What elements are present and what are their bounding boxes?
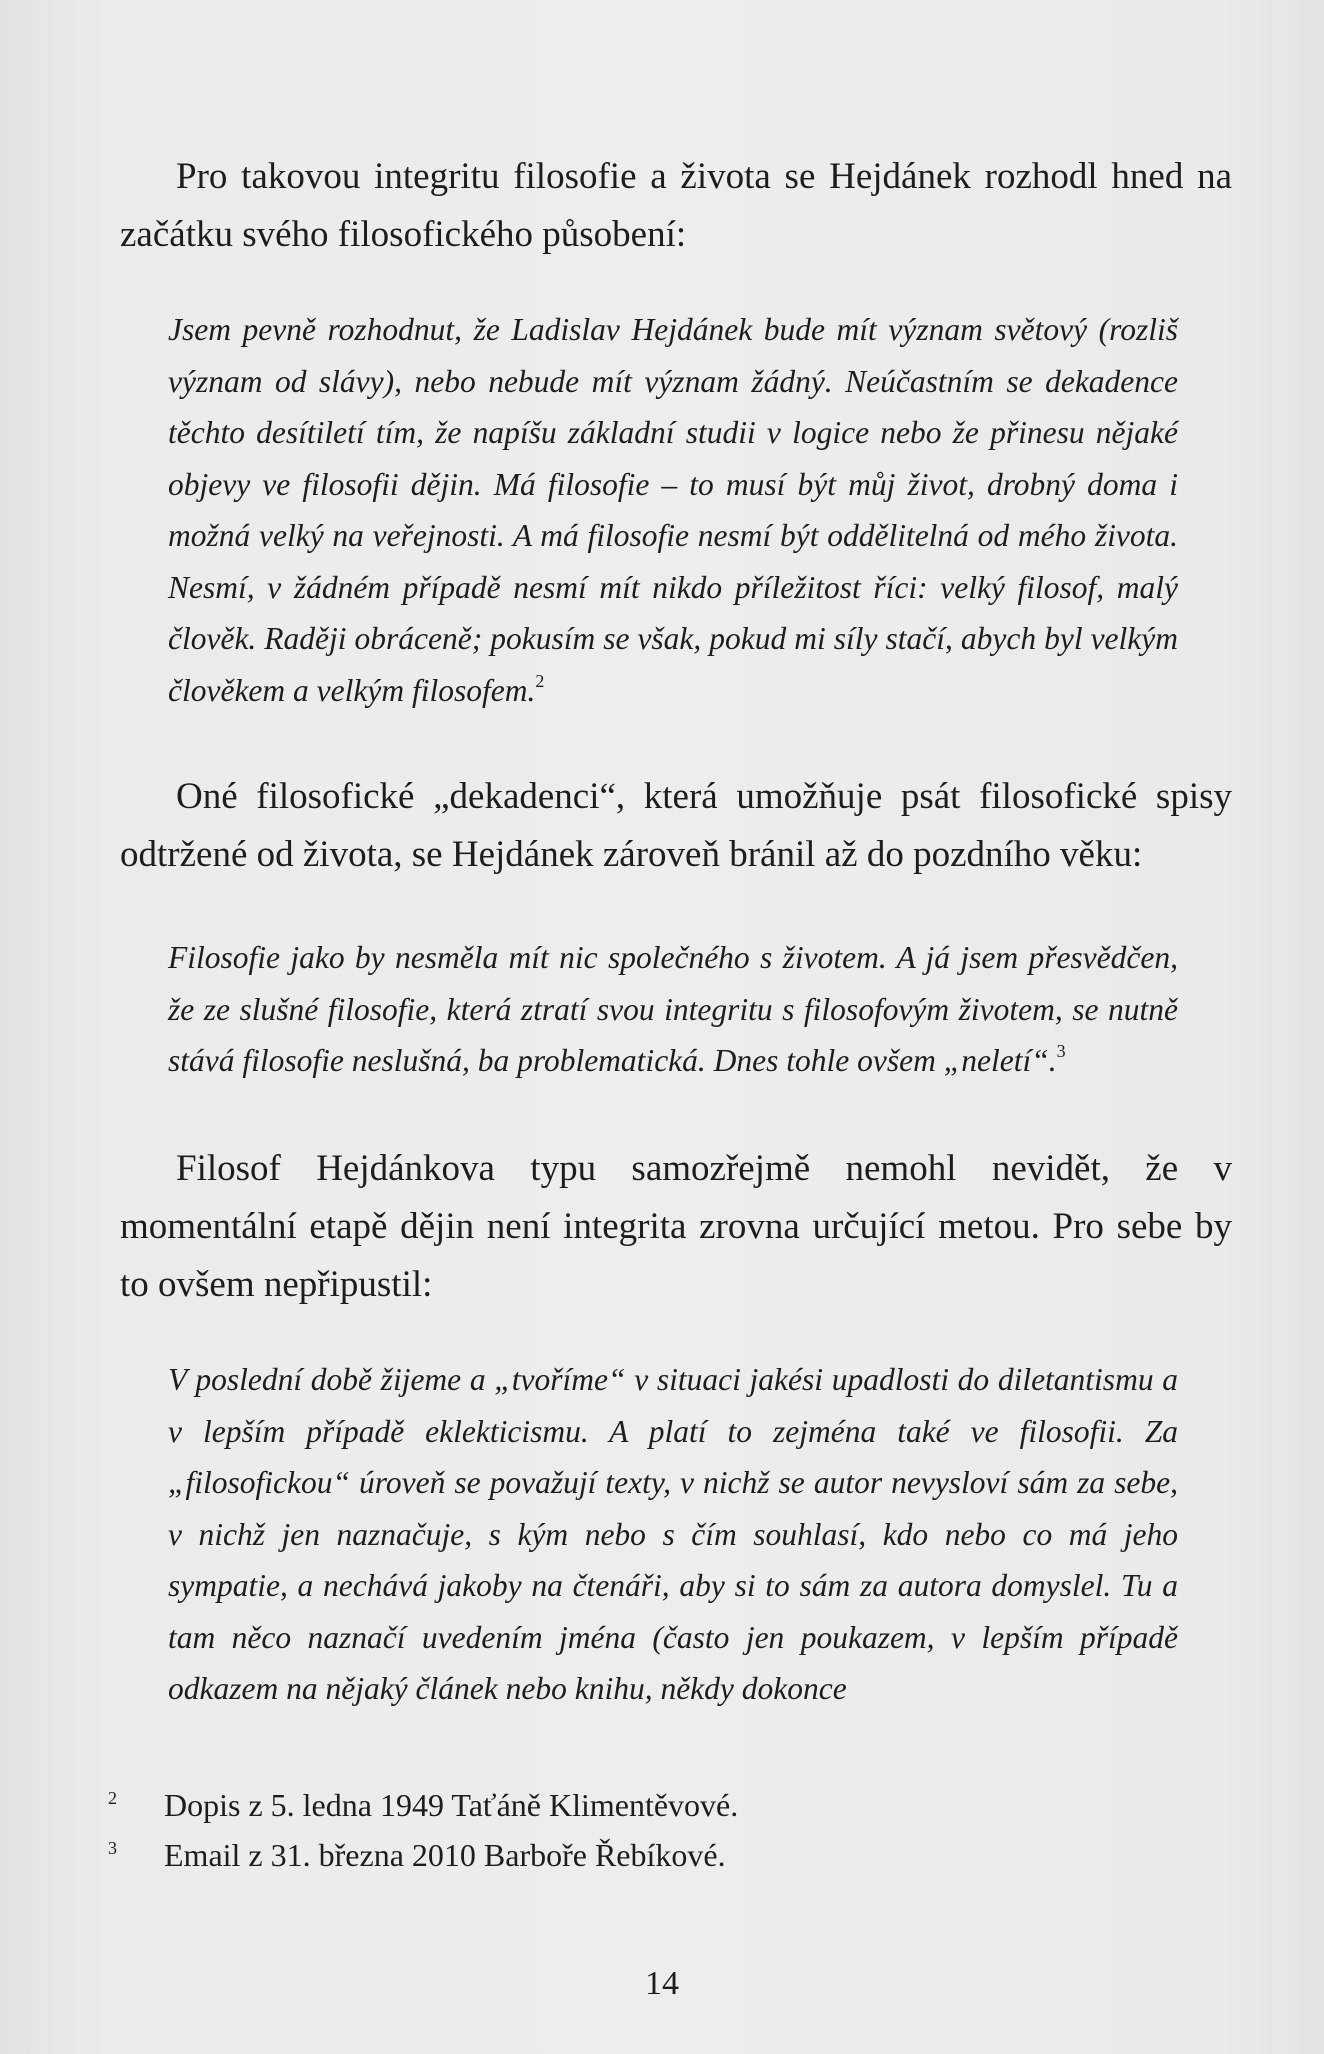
footnotes xyxy=(108,1783,1208,1883)
quote-3 xyxy=(168,1354,1178,1715)
paragraph-2-container xyxy=(120,768,1232,884)
quote-3-text: V poslední době žijeme a „tvoříme“ v situaci jakési upadlosti do diletantismu a v lepším případě eklekticismu. A platí to zejména také ve filosofii. Za „filosofickou“ úroveň se považují texty, v nichž se autor nevysloví sám za sebe, v nichž jen naznačuje, s kým nebo s čím souhlasí, kdo nebo co má jeho sympatie, a nechává jakoby na čtenáři, aby si to sám za autora domyslel. Tu a tam něco naznačí uvedením jména (často jen poukazem, v lepším případě odkazem na nějaký článek nebo knihu, někdy dokonce xyxy=(168,1362,1178,1706)
footnote-text: Email z 31. března 2010 Barboře Řebíkové. xyxy=(164,1837,726,1873)
quote-2-text: Filosofie jako by nesměla mít nic společného s životem. A já jsem přesvědčen, že ze slušné filosofie, která ztratí svou integritu s filosofovým životem, se nutně stává filosofie neslušná, ba problematická. Dnes tohle ovšem „neletí“. xyxy=(168,940,1178,1078)
quote-1 xyxy=(168,304,1178,716)
quote-1-text: Jsem pevně rozhodnut, že Ladislav Hejdánek bude mít význam světový (rozliš význam od slávy), nebo nebude mít význam žádný. Neúčastním se dekadence těchto desítiletí tím, že napíšu základní studii v logice nebo že přinesu nějaké objevy ve filosofii dějin. Má filosofie – to musí být můj život, drobný doma i možná velký na veřejnosti. A má filosofie nesmí být oddělitelná od mého života. Nesmí, v žádném případě nesmí mít nikdo příležitost říci: velký filosof, malý člověk. Raději obráceně; pokusím se však, pokud mi síly stačí, abych byl velkým člověkem a velkým filosofem. xyxy=(168,312,1178,708)
footnote-number: 2 xyxy=(108,1788,117,1808)
paragraph-3-container xyxy=(120,1140,1232,1314)
footnote-3 xyxy=(108,1833,1208,1883)
footnote-ref-3[interactable]: 3 xyxy=(1056,1041,1066,1061)
paragraph-2: Oné filosofické „dekadenci“, která umožňuje psát filosofické spisy odtržené od života, se Hejdánek zároveň bránil až do pozdního věku: xyxy=(120,776,1232,875)
footnote-text: Dopis z 5. ledna 1949 Taťáně Klimentěvové. xyxy=(164,1787,739,1823)
paragraph-1-container xyxy=(120,148,1232,264)
quote-2 xyxy=(168,932,1178,1087)
paragraph-3: Filosof Hejdánkova typu samozřejmě nemohl nevidět, že v momentální etapě dějin není integrita zrovna určující metou. Pro sebe by to ovšem nepřipustil: xyxy=(120,1148,1232,1305)
footnote-2 xyxy=(108,1783,1208,1833)
page-number: 14 xyxy=(645,1965,679,2002)
paragraph-1: Pro takovou integritu filosofie a života se Hejdánek rozhodl hned na začátku svého filosofického působení: xyxy=(120,156,1232,255)
footnote-number: 3 xyxy=(108,1838,117,1858)
footnote-ref-2[interactable]: 2 xyxy=(535,670,545,691)
